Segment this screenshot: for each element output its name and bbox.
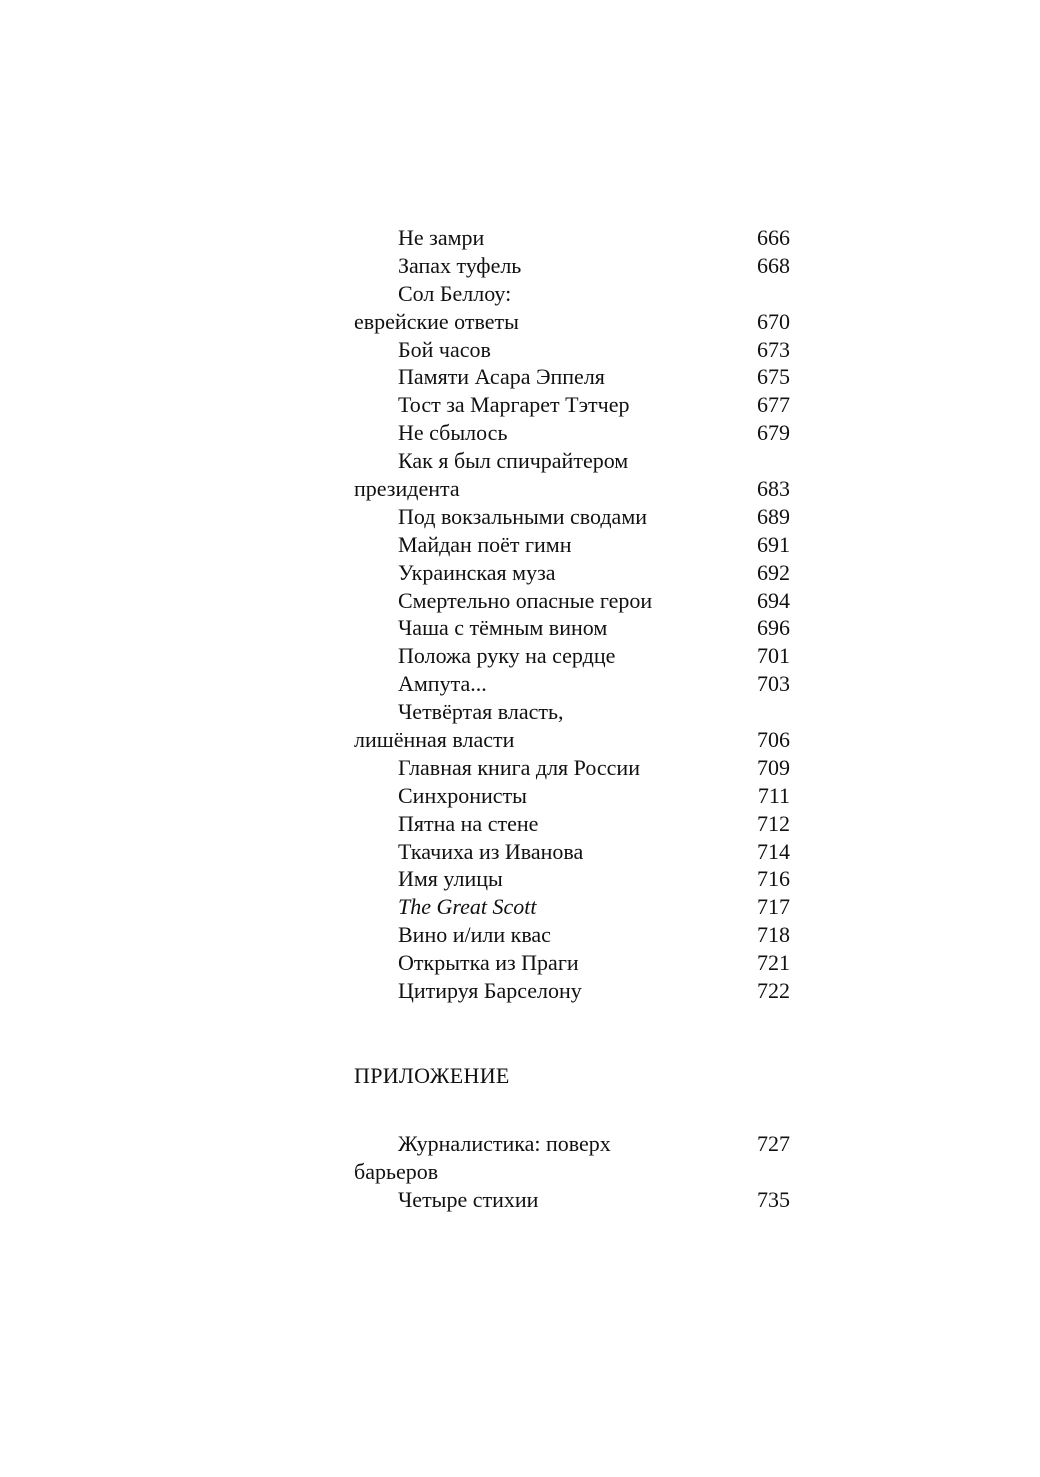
entry-page-number: 709: [757, 754, 790, 780]
entry-title: Вино и/или квас: [398, 922, 551, 948]
entry-page-number: 703: [757, 671, 790, 697]
toc-entry: [354, 587, 790, 615]
toc-entry: [354, 838, 790, 866]
toc-entry: [354, 977, 790, 1005]
entry-title: Майдан поёт гимн: [398, 531, 572, 557]
entry-title: Не замри: [398, 225, 485, 250]
entry-title: Чаша с тёмным вином: [398, 615, 608, 641]
entry-title: Запах туфель: [398, 252, 522, 278]
entry-page-number: 689: [757, 503, 790, 529]
toc-entry: [354, 642, 790, 670]
entry-title: The Great Scott: [398, 894, 537, 920]
toc-entry: [354, 670, 790, 698]
entry-title: Журналистика: поверх: [398, 1131, 611, 1156]
toc-entry: [354, 280, 790, 308]
entry-title: Синхронисты: [398, 782, 527, 808]
entry-page-number: 679: [757, 420, 790, 446]
entry-title: Цитируя Барселону: [398, 978, 582, 1004]
toc-entry: [354, 698, 790, 726]
entry-title: Как я был спичрайтером: [398, 448, 629, 474]
entry-page-number: 673: [757, 336, 790, 362]
entry-title: Четыре стихии: [398, 1186, 539, 1212]
entry-title: Главная книга для России: [398, 754, 640, 780]
entry-page-number: 711: [757, 782, 790, 808]
entry-page-number: 721: [757, 950, 790, 976]
entry-page-number: 675: [757, 364, 790, 390]
entry-page-number: 735: [757, 1186, 790, 1212]
entry-title: Четвёртая власть,: [398, 699, 564, 725]
toc-entry: [354, 614, 790, 642]
toc-entry: [354, 782, 790, 810]
entry-title-continuation: лишённая власти: [354, 727, 515, 753]
entry-page-number: 692: [757, 559, 790, 585]
toc-entry-continuation: [354, 475, 790, 503]
toc-entry: [354, 949, 790, 977]
toc-entry: [354, 810, 790, 838]
appendix-heading: ПРИЛОЖЕНИЕ: [354, 1063, 510, 1088]
toc-entry: [354, 391, 790, 419]
entry-page-number: 701: [757, 643, 790, 669]
entry-page-number: 714: [757, 838, 790, 864]
entry-title-continuation: барьеров: [354, 1158, 439, 1184]
toc-entry: [354, 921, 790, 949]
entry-title: Открытка из Праги: [398, 950, 579, 976]
entry-page-number: 718: [757, 922, 790, 948]
entry-page-number: 722: [757, 978, 790, 1004]
entry-title: Под вокзальными сводами: [398, 503, 648, 529]
entry-title: Памяти Асара Эппеля: [398, 364, 605, 390]
toc-entry: [354, 336, 790, 364]
toc-entry: [354, 893, 790, 921]
toc-entry: [354, 865, 790, 893]
toc-entry: [354, 531, 790, 559]
toc-entry: [354, 363, 790, 391]
entry-page-number: 683: [757, 476, 790, 502]
entry-title-continuation: еврейские ответы: [354, 308, 519, 334]
entry-page-number: 696: [757, 615, 790, 641]
entry-page-number: 670: [757, 308, 790, 334]
table-of-contents: [354, 224, 790, 1005]
entry-title: Бой часов: [398, 336, 491, 362]
entry-page-number: 727: [757, 1131, 790, 1156]
entry-title: Пятна на стене: [398, 810, 539, 836]
entry-page-number: 677: [757, 392, 790, 418]
toc-entry: [354, 503, 790, 531]
toc-entry: [354, 754, 790, 782]
toc-entry: [354, 1130, 790, 1158]
toc-entry: [354, 1186, 790, 1214]
entry-title: Положа руку на сердце: [398, 643, 616, 669]
toc-entry: [354, 252, 790, 280]
toc-entry: [354, 419, 790, 447]
toc-entry-continuation: [354, 1158, 790, 1186]
entry-title: Украинская муза: [398, 559, 556, 585]
toc-entry: [354, 559, 790, 587]
entry-page-number: 691: [757, 531, 790, 557]
entry-page-number: 716: [757, 866, 790, 892]
entry-title: Не сбылось: [398, 420, 508, 446]
entry-title: Ткачиха из Иванова: [398, 838, 584, 864]
entry-page-number: 666: [757, 225, 790, 250]
entry-title: Смертельно опасные герои: [398, 587, 653, 613]
entry-title: Ампута...: [398, 671, 487, 697]
toc-entry: [354, 447, 790, 475]
entry-page-number: 694: [757, 587, 790, 613]
entry-title: Сол Беллоу:: [398, 280, 512, 306]
entry-page-number: 668: [757, 252, 790, 278]
toc-entry-continuation: [354, 726, 790, 754]
toc-entry: [354, 224, 790, 252]
entry-page-number: 706: [757, 727, 790, 753]
entry-title-continuation: президента: [354, 476, 460, 502]
entry-title: Имя улицы: [398, 866, 503, 892]
toc-entry-continuation: [354, 308, 790, 336]
appendix-contents: [354, 1130, 790, 1214]
entry-title: Тост за Маргарет Тэтчер: [398, 392, 630, 418]
entry-page-number: 712: [757, 810, 790, 836]
entry-page-number: 717: [757, 894, 790, 920]
